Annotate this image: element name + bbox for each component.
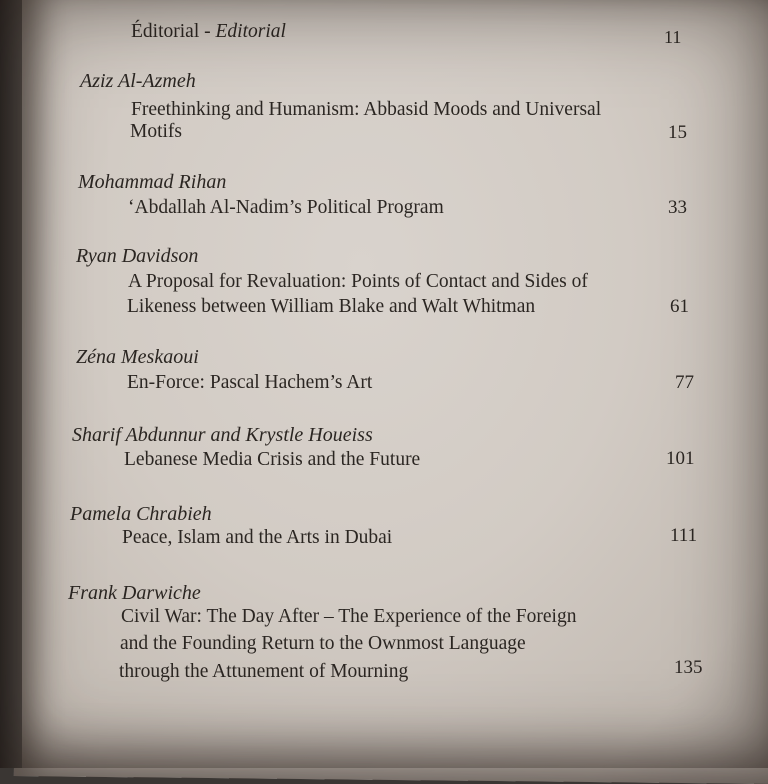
entry-title-line: Peace, Islam and the Arts in Dubai bbox=[122, 527, 393, 548]
entry-title-line: A Proposal for Revaluation: Points of Contact and Sides of bbox=[128, 271, 588, 292]
entry-title-line: and the Founding Return to the Ownmost Language bbox=[120, 633, 526, 654]
entry-title-line: Likeness between William Blake and Walt Whitman bbox=[127, 296, 536, 317]
entry-author: Zéna Meskaoui bbox=[76, 346, 199, 368]
entry-title-line: ‘Abdallah Al-Nadim’s Political Program bbox=[128, 197, 444, 218]
entry-title-editorial bbox=[131, 19, 286, 45]
page-number: 33 bbox=[668, 197, 687, 218]
entry-author: Frank Darwiche bbox=[68, 582, 201, 604]
entry-author: Mohammad Rihan bbox=[78, 171, 227, 193]
entry-author: Pamela Chrabieh bbox=[70, 503, 212, 525]
entry-title-line: Civil War: The Day After – The Experience of the Foreign bbox=[121, 606, 577, 627]
entry-title-line: Lebanese Media Crisis and the Future bbox=[124, 449, 421, 470]
page-number: 111 bbox=[670, 525, 698, 546]
entry-title-line: through the Attunement of Mourning bbox=[119, 661, 409, 682]
editorial-title-english: Editorial bbox=[215, 21, 286, 42]
entry-author: Sharif Abdunnur and Krystle Houeiss bbox=[72, 424, 373, 446]
entry-author: Aziz Al-Azmeh bbox=[80, 70, 196, 92]
entry-title-line: Freethinking and Humanism: Abbasid Moods and Universal bbox=[131, 99, 602, 120]
entry-title-line: En-Force: Pascal Hachem’s Art bbox=[127, 372, 373, 393]
page-number: 77 bbox=[675, 372, 694, 393]
editorial-title-french: Éditorial - bbox=[131, 21, 216, 42]
book-spine bbox=[0, 0, 22, 768]
page-number: 11 bbox=[664, 27, 682, 47]
page-number: 101 bbox=[666, 448, 695, 469]
page-number: 135 bbox=[674, 657, 703, 678]
page-number: 15 bbox=[668, 122, 687, 143]
entry-author: Ryan Davidson bbox=[76, 245, 199, 267]
page-number: 61 bbox=[670, 296, 689, 317]
entry-title-line: Motifs bbox=[130, 121, 183, 142]
